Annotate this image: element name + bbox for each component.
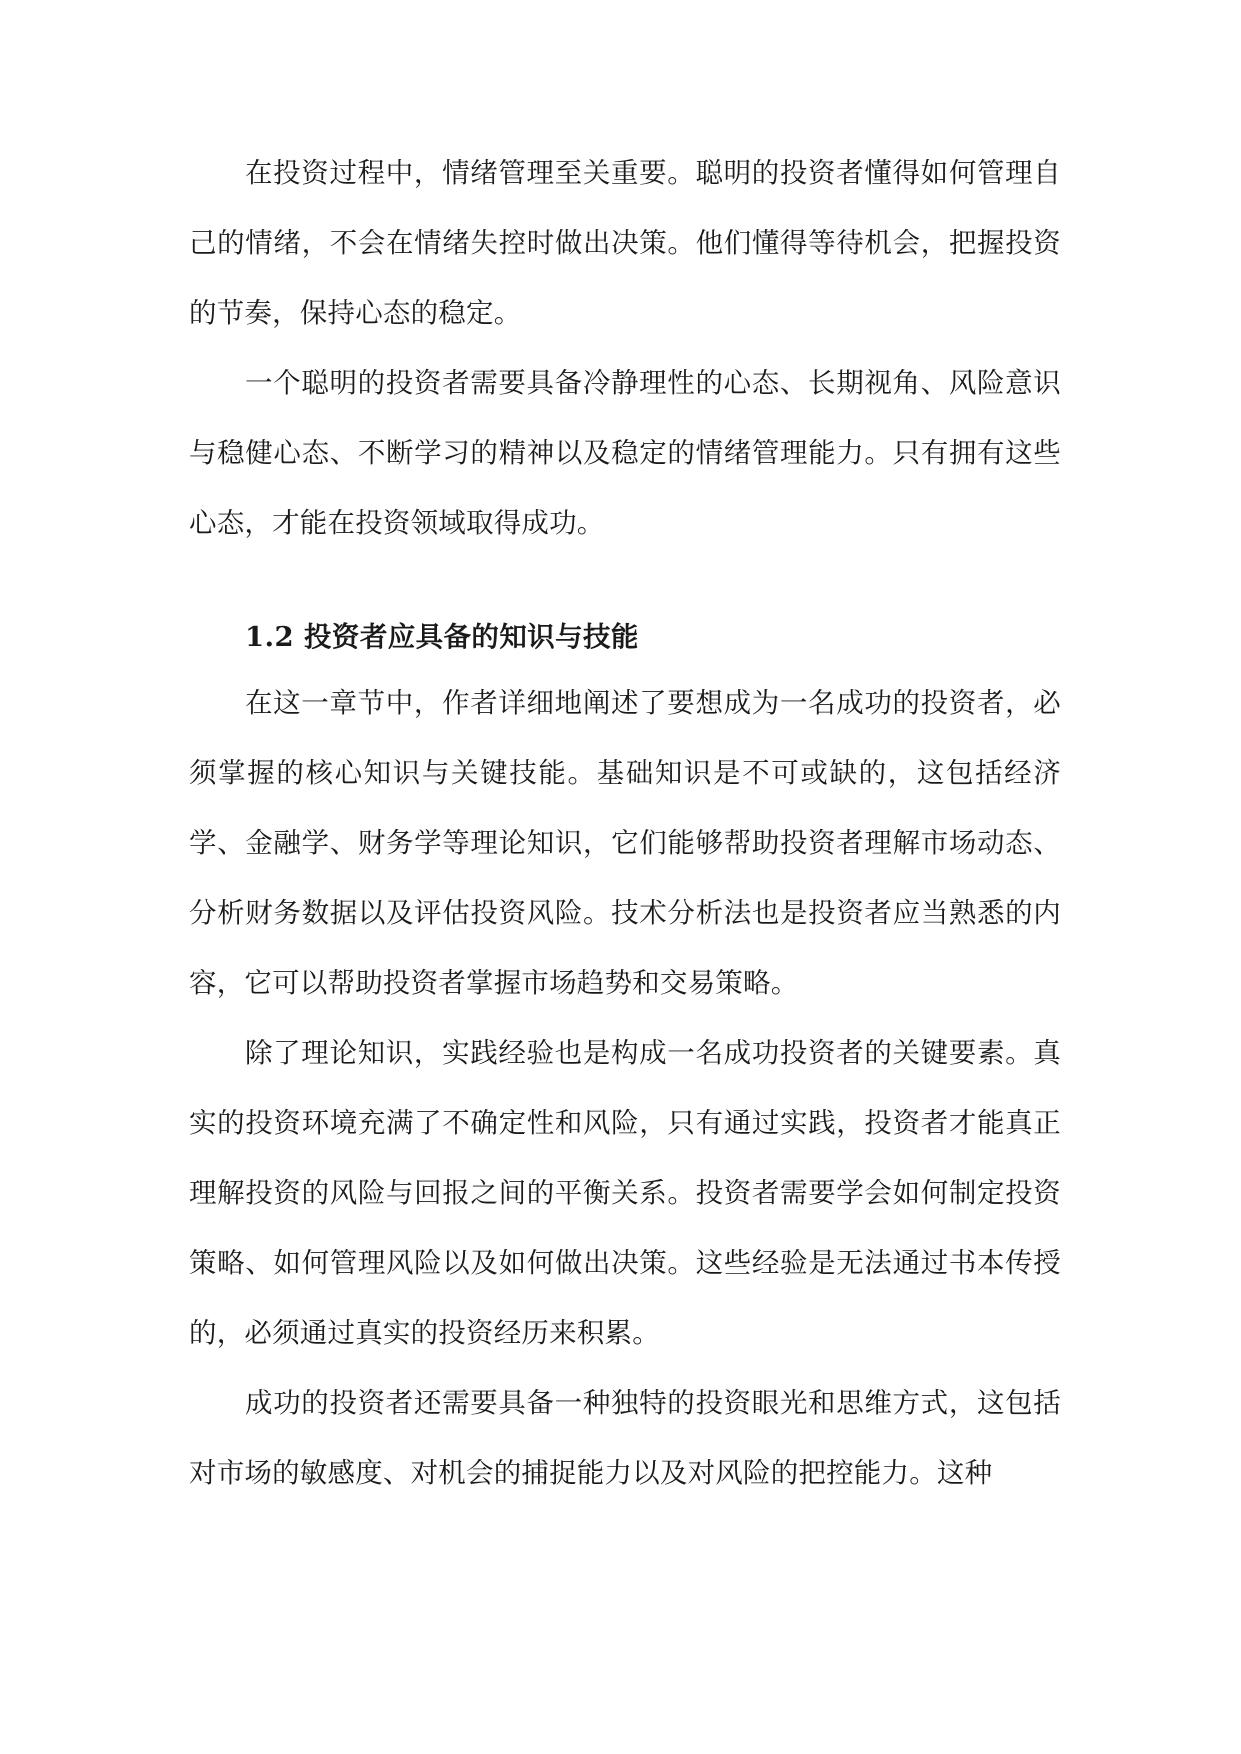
paragraph-investment-vision: 成功的投资者还需要具备一种独特的投资眼光和思维方式，这包括对市场的敏感度、对机会的捕捉能力以及对风险的把控能力。这种 <box>189 1387 1061 1489</box>
paragraph-investor-mindset: 一个聪明的投资者需要具备冷静理性的心态、长期视角、风险意识与稳健心态、不断学习的精神以及稳定的情绪管理能力。只有拥有这些心态，才能在投资领域取得成功。 <box>189 367 1061 539</box>
paragraph-practical-experience: 除了理论知识，实践经验也是构成一名成功投资者的关键要素。真实的投资环境充满了不确定性和风险，只有通过实践，投资者才能真正理解投资的风险与回报之间的平衡关系。投资者需要学会如何制定投资策略、如何管理风险以及如何做出决策。这些经验是无法通过书本传授的，必须通过真实的投资经历来积累。 <box>189 1037 1061 1349</box>
section-heading: 1.2 投资者应具备的知识与技能 <box>245 621 639 653</box>
paragraph-core-knowledge: 在这一章节中，作者详细地阐述了要想成为一名成功的投资者，必须掌握的核心知识与关键技能。基础知识是不可或缺的，这包括经济学、金融学、财务学等理论知识，它们能够帮助投资者理解市场动态、分析财务数据以及评估投资风险。技术分析法也是投资者应当熟悉的内容，它可以帮助投资者掌握市场趋势和交易策略。 <box>189 687 1061 999</box>
paragraph-emotion-management: 在投资过程中，情绪管理至关重要。聪明的投资者懂得如何管理自己的情绪，不会在情绪失控时做出决策。他们懂得等待机会，把握投资的节奏，保持心态的稳定。 <box>189 157 1061 329</box>
